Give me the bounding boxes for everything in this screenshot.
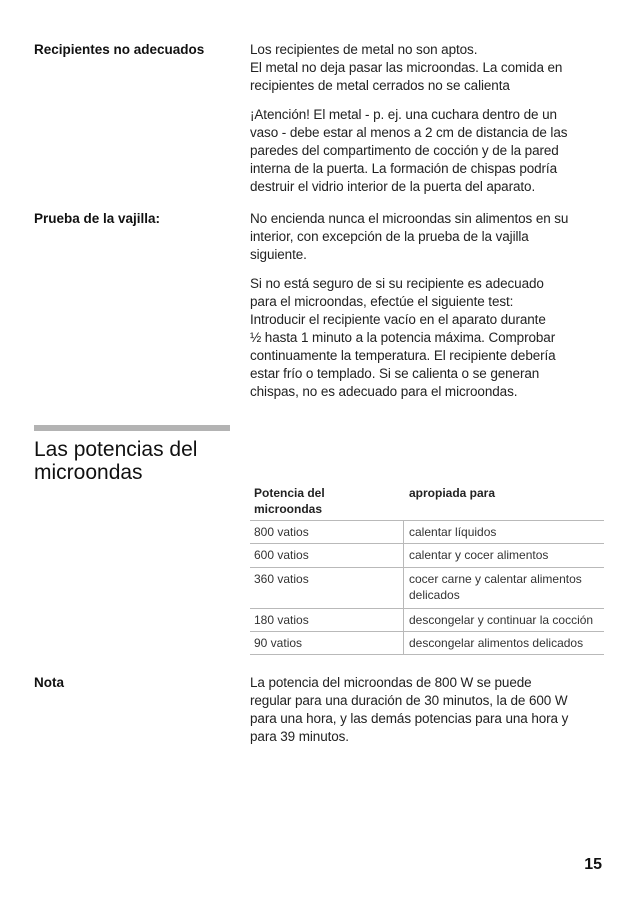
text-line: El metal no deja pasar las microondas. La comida en (250, 60, 563, 75)
label-prueba: Prueba de la vajilla: (34, 211, 161, 226)
cell-power: 600 vatios (254, 548, 309, 562)
table-bottom-rule (250, 654, 604, 655)
header-text: microondas (254, 502, 323, 516)
section-title (34, 438, 197, 484)
text-line: Si no está seguro de si su recipiente es adecuado (250, 276, 544, 291)
cell-text: cocer carne y calentar alimentos (409, 572, 582, 586)
text-line: paredes del compartimento de cocción y de la pared (250, 143, 559, 158)
text-line: vaso - debe estar al menos a 2 cm de distancia de las (250, 125, 568, 140)
cell-text: calentar líquidos (409, 525, 497, 539)
nota-paragraph (250, 674, 610, 746)
prueba-paragraph-1 (250, 210, 610, 264)
header-power (254, 485, 384, 517)
section-title-line: Las potencias del (34, 438, 198, 461)
text-line: para una hora, y las demás potencias para una hora y (250, 711, 569, 726)
text-line: Los recipientes de metal no son aptos. (250, 42, 478, 57)
cell-power: 800 vatios (254, 525, 309, 539)
table-row (250, 520, 604, 543)
prueba-paragraph-2 (250, 275, 610, 401)
recipientes-paragraph-2 (250, 106, 610, 196)
label-nota: Nota (34, 675, 64, 690)
cell-use (403, 544, 603, 567)
table-row (250, 608, 604, 631)
header-use (404, 485, 609, 501)
text-line: para el microondas, efectúe el siguiente test: (250, 294, 514, 309)
text-line: estar frío o templado. Si se calienta o se generan (250, 366, 540, 381)
text-line: regular para una duración de 30 minutos, la de 600 W (250, 693, 568, 708)
table-row (250, 543, 604, 567)
text-line: siguiente. (250, 247, 307, 262)
cell-use (403, 521, 603, 543)
text-line: ½ hasta 1 minuto a la potencia máxima. Comprobar (250, 330, 556, 345)
cell-power: 90 vatios (254, 636, 303, 650)
recipientes-paragraph-1 (250, 41, 610, 95)
table-header (250, 485, 604, 520)
cell-text: descongelar alimentos delicados (409, 636, 584, 650)
table-row (250, 567, 604, 608)
text-line: No encienda nunca el microondas sin alimentos en su (250, 211, 569, 226)
power-table (250, 485, 604, 655)
page-number: 15 (584, 856, 602, 873)
section-divider (34, 425, 230, 431)
header-text: Potencia del (254, 486, 325, 500)
text-line: ¡Atención! El metal - p. ej. una cuchara dentro de un (250, 107, 557, 122)
table-row (250, 631, 604, 654)
text-line: para 39 minutos. (250, 729, 349, 744)
text-line: interna de la puerta. La formación de chispas podría (250, 161, 557, 176)
cell-use (403, 568, 603, 608)
cell-use (403, 632, 603, 654)
text-line: continuamente la temperatura. El recipiente debería (250, 348, 556, 363)
text-line: recipientes de metal cerrados no se calienta (250, 78, 510, 93)
cell-text: calentar y cocer alimentos (409, 548, 549, 562)
text-line: interior, con excepción de la prueba de la vajilla (250, 229, 529, 244)
cell-power: 360 vatios (254, 572, 309, 586)
cell-text: descongelar y continuar la cocción (409, 613, 594, 627)
text-line: chispas, no es adecuado para el microondas. (250, 384, 518, 399)
text-line: La potencia del microondas de 800 W se puede (250, 675, 532, 690)
text-line: destruir el vidrio interior de la puerta del aparato. (250, 179, 536, 194)
section-title-line: microondas (34, 461, 143, 484)
header-text: apropiada para (409, 486, 496, 500)
cell-text: delicados (409, 588, 460, 602)
cell-power: 180 vatios (254, 613, 309, 627)
text-line: Introducir el recipiente vacío en el aparato durante (250, 312, 546, 327)
label-recipientes: Recipientes no adecuados (34, 42, 205, 57)
cell-use (403, 609, 603, 631)
